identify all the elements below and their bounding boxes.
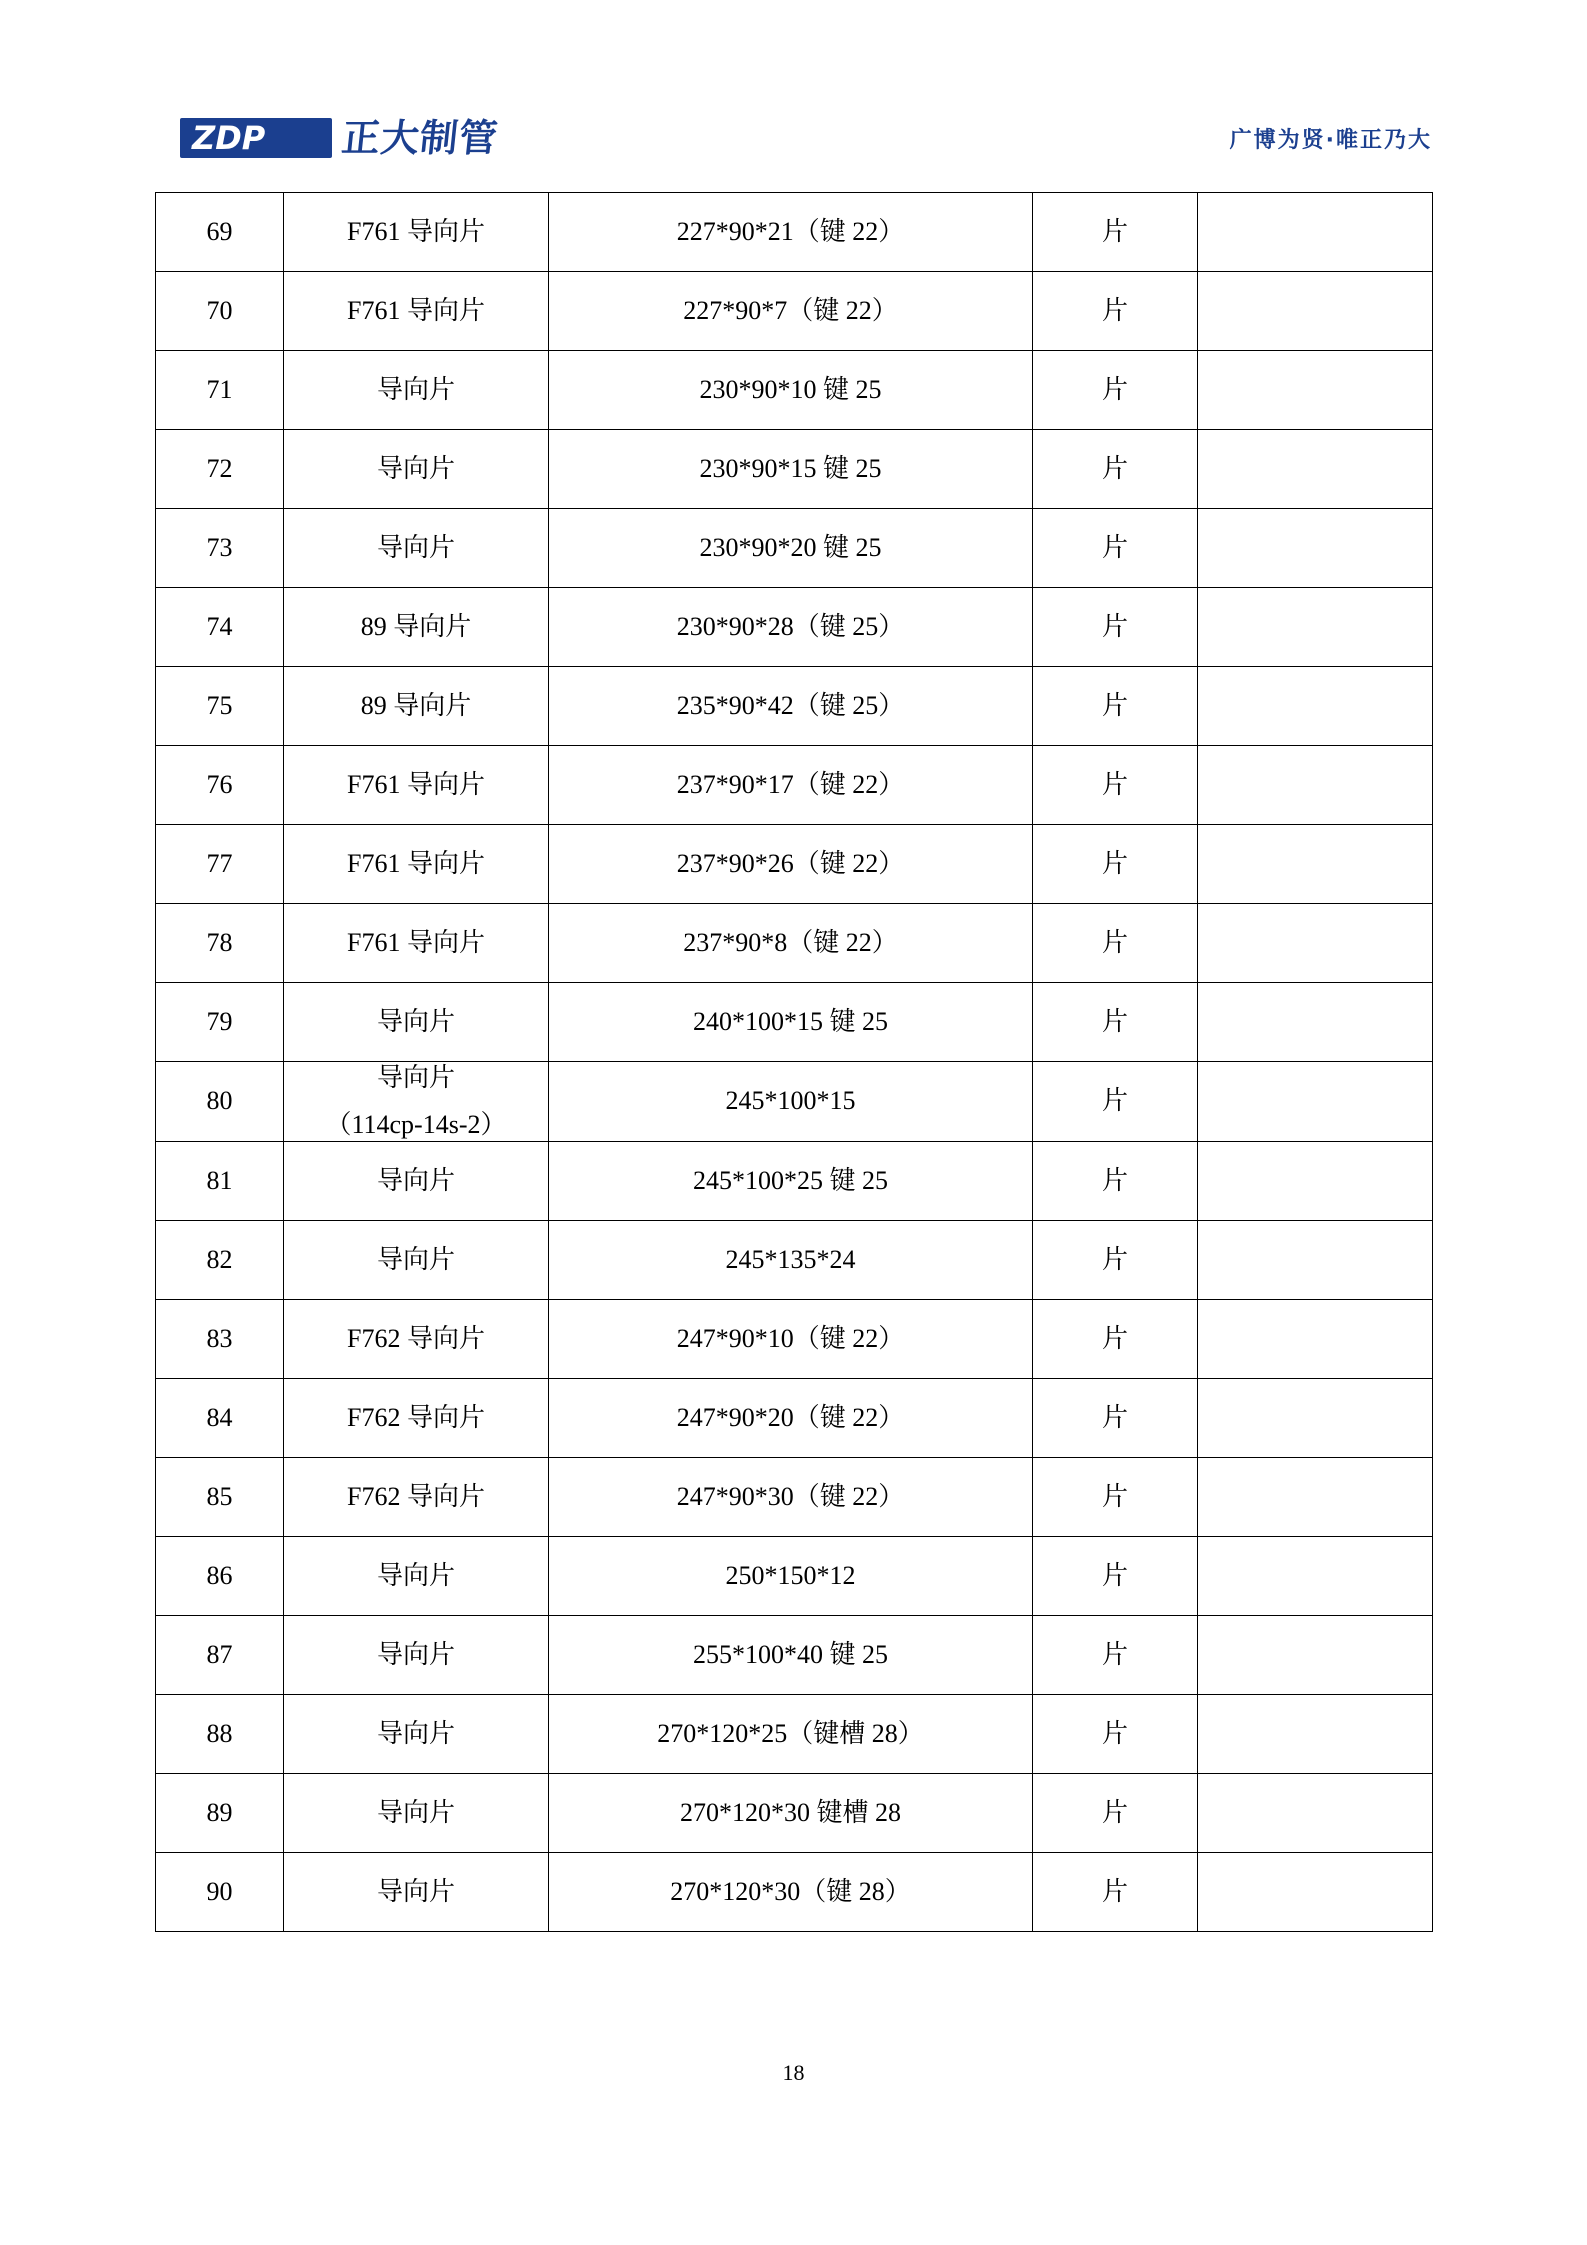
parts-table-container: [155, 192, 1432, 1932]
cell-no: 88: [156, 1695, 284, 1774]
cell-no: 75: [156, 667, 284, 746]
cell-spec: 230*90*10 键 25: [549, 351, 1033, 430]
table-row: [156, 588, 1433, 667]
cell-spec: 270*120*30 键槽 28: [549, 1774, 1033, 1853]
cell-qty: [1198, 1062, 1433, 1142]
table-row: [156, 904, 1433, 983]
company-logo: [180, 116, 501, 160]
cell-no: 69: [156, 193, 284, 272]
cell-name: 导向片: [284, 430, 549, 509]
cell-spec: 230*90*15 键 25: [549, 430, 1033, 509]
cell-unit: 片: [1033, 1695, 1198, 1774]
cell-name: 导向片: [284, 1853, 549, 1932]
cell-no: 80: [156, 1062, 284, 1142]
cell-qty: [1198, 825, 1433, 904]
cell-qty: [1198, 351, 1433, 430]
cell-qty: [1198, 1537, 1433, 1616]
cell-name: 导向片: [284, 983, 549, 1062]
cell-spec: 245*100*15: [549, 1062, 1033, 1142]
cell-qty: [1198, 1221, 1433, 1300]
cell-qty: [1198, 1774, 1433, 1853]
table-row: [156, 430, 1433, 509]
cell-unit: 片: [1033, 1379, 1198, 1458]
cell-name: 导向片: [284, 1774, 549, 1853]
table-row: [156, 1458, 1433, 1537]
cell-name: 导向片: [284, 1221, 549, 1300]
table-row: [156, 667, 1433, 746]
cell-unit: 片: [1033, 983, 1198, 1062]
company-name-cn: 正大制管: [339, 116, 501, 160]
table-row: [156, 1221, 1433, 1300]
cell-no: 85: [156, 1458, 284, 1537]
table-row: [156, 1300, 1433, 1379]
cell-unit: 片: [1033, 193, 1198, 272]
cell-unit: 片: [1033, 1062, 1198, 1142]
cell-qty: [1198, 509, 1433, 588]
cell-name: F761 导向片: [284, 904, 549, 983]
cell-unit: 片: [1033, 667, 1198, 746]
cell-qty: [1198, 983, 1433, 1062]
cell-unit: 片: [1033, 272, 1198, 351]
cell-spec: 237*90*26（键 22）: [549, 825, 1033, 904]
cell-qty: [1198, 904, 1433, 983]
cell-unit: 片: [1033, 509, 1198, 588]
svg-text:ZDP: ZDP: [192, 119, 266, 157]
cell-no: 86: [156, 1537, 284, 1616]
cell-no: 81: [156, 1142, 284, 1221]
cell-unit: 片: [1033, 1853, 1198, 1932]
cell-no: 70: [156, 272, 284, 351]
cell-qty: [1198, 193, 1433, 272]
cell-qty: [1198, 1142, 1433, 1221]
table-row: [156, 1695, 1433, 1774]
cell-no: 78: [156, 904, 284, 983]
table-row: [156, 1379, 1433, 1458]
table-row: [156, 825, 1433, 904]
table-row: [156, 1853, 1433, 1932]
table-row: [156, 193, 1433, 272]
cell-name: F762 导向片: [284, 1300, 549, 1379]
table-row: [156, 272, 1433, 351]
cell-spec: 237*90*17（键 22）: [549, 746, 1033, 825]
cell-unit: 片: [1033, 430, 1198, 509]
cell-name: F762 导向片: [284, 1458, 549, 1537]
table-row: [156, 1537, 1433, 1616]
cell-name: 导向片: [284, 1537, 549, 1616]
table-row: [156, 1774, 1433, 1853]
cell-unit: 片: [1033, 1458, 1198, 1537]
cell-spec: 270*120*30（键 28）: [549, 1853, 1033, 1932]
cell-no: 84: [156, 1379, 284, 1458]
cell-name: F761 导向片: [284, 193, 549, 272]
parts-table-body: [156, 193, 1433, 1932]
cell-qty: [1198, 1300, 1433, 1379]
cell-no: 82: [156, 1221, 284, 1300]
cell-no: 76: [156, 746, 284, 825]
cell-no: 79: [156, 983, 284, 1062]
cell-spec: 247*90*10（键 22）: [549, 1300, 1033, 1379]
cell-qty: [1198, 1379, 1433, 1458]
cell-spec: 237*90*8（键 22）: [549, 904, 1033, 983]
cell-unit: 片: [1033, 588, 1198, 667]
cell-unit: 片: [1033, 1774, 1198, 1853]
cell-unit: 片: [1033, 1300, 1198, 1379]
cell-spec: 230*90*20 键 25: [549, 509, 1033, 588]
cell-no: 89: [156, 1774, 284, 1853]
cell-no: 73: [156, 509, 284, 588]
cell-qty: [1198, 1695, 1433, 1774]
cell-qty: [1198, 1853, 1433, 1932]
cell-unit: 片: [1033, 1221, 1198, 1300]
cell-spec: 250*150*12: [549, 1537, 1033, 1616]
cell-unit: 片: [1033, 1616, 1198, 1695]
cell-unit: 片: [1033, 746, 1198, 825]
cell-no: 87: [156, 1616, 284, 1695]
cell-unit: 片: [1033, 1537, 1198, 1616]
cell-name-line1: 导向片: [376, 1063, 455, 1092]
cell-spec: 240*100*15 键 25: [549, 983, 1033, 1062]
cell-unit: 片: [1033, 351, 1198, 430]
cell-name: F762 导向片: [284, 1379, 549, 1458]
cell-qty: [1198, 746, 1433, 825]
cell-spec: 255*100*40 键 25: [549, 1616, 1033, 1695]
cell-spec: 230*90*28（键 25）: [549, 588, 1033, 667]
cell-qty: [1198, 1458, 1433, 1537]
cell-name: 导向片: [284, 1616, 549, 1695]
table-row: [156, 983, 1433, 1062]
cell-spec: 227*90*7（键 22）: [549, 272, 1033, 351]
table-row: [156, 1616, 1433, 1695]
cell-no: 71: [156, 351, 284, 430]
cell-qty: [1198, 1616, 1433, 1695]
cell-spec: 227*90*21（键 22）: [549, 193, 1033, 272]
cell-spec: 245*135*24: [549, 1221, 1033, 1300]
cell-unit: 片: [1033, 1142, 1198, 1221]
table-row: [156, 1062, 1433, 1142]
company-slogan: 广博为贤·唯正乃大: [1229, 127, 1432, 153]
cell-name-line2: （114cp-14s-2）: [325, 1109, 507, 1139]
cell-name: 导向片: [284, 1695, 549, 1774]
parts-table: [155, 192, 1433, 1932]
page-number: 18: [782, 2060, 805, 2085]
table-row: [156, 746, 1433, 825]
cell-name: F761 导向片: [284, 746, 549, 825]
cell-spec: 270*120*25（键槽 28）: [549, 1695, 1033, 1774]
cell-name: F761 导向片: [284, 825, 549, 904]
cell-name: [284, 1062, 549, 1142]
cell-name: 导向片: [284, 509, 549, 588]
cell-unit: 片: [1033, 825, 1198, 904]
cell-no: 77: [156, 825, 284, 904]
cell-qty: [1198, 430, 1433, 509]
cell-spec: 245*100*25 键 25: [549, 1142, 1033, 1221]
table-row: [156, 509, 1433, 588]
cell-name: F761 导向片: [284, 272, 549, 351]
cell-spec: 247*90*20（键 22）: [549, 1379, 1033, 1458]
cell-no: 72: [156, 430, 284, 509]
cell-qty: [1198, 272, 1433, 351]
table-row: [156, 351, 1433, 430]
cell-no: 83: [156, 1300, 284, 1379]
cell-no: 74: [156, 588, 284, 667]
cell-name: 导向片: [284, 1142, 549, 1221]
table-row: [156, 1142, 1433, 1221]
cell-spec: 247*90*30（键 22）: [549, 1458, 1033, 1537]
cell-name: 导向片: [284, 351, 549, 430]
cell-qty: [1198, 588, 1433, 667]
zdp-logo-icon: [180, 116, 332, 160]
cell-unit: 片: [1033, 904, 1198, 983]
cell-qty: [1198, 667, 1433, 746]
cell-name: 89 导向片: [284, 667, 549, 746]
cell-no: 90: [156, 1853, 284, 1932]
cell-spec: 235*90*42（键 25）: [549, 667, 1033, 746]
page-header: [0, 108, 1587, 168]
cell-name: 89 导向片: [284, 588, 549, 667]
